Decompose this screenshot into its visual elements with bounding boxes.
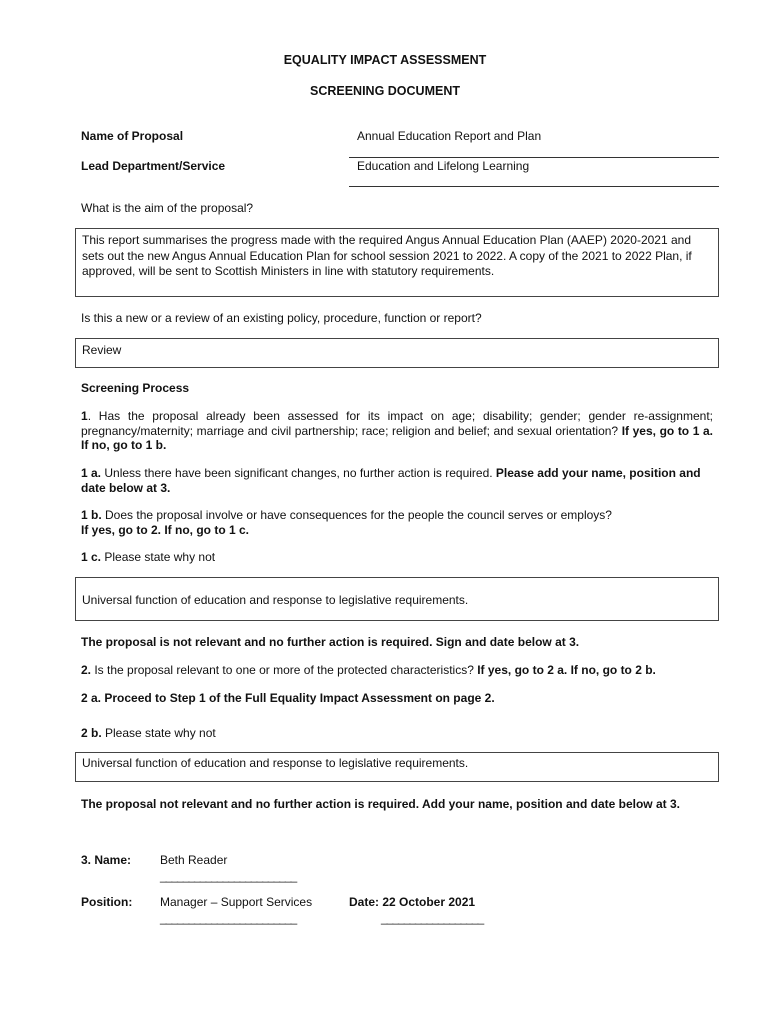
document-subtitle: SCREENING DOCUMENT — [309, 84, 460, 98]
name-underline: ________________________ — [160, 869, 297, 883]
proposal-label: Name of Proposal — [81, 129, 184, 143]
q2-text: Is the proposal relevant to one or more of the protected characteristics? — [91, 663, 478, 677]
question-2a: 2 a. Proceed to Step 1 of the Full Equality Impact Assessment on page 2. — [81, 691, 495, 705]
position-underline: ________________________ — [160, 911, 297, 925]
q1b-instruction: If yes, go to 2. If no, go to 1 c. — [81, 522, 250, 537]
q1-instruction: If yes, go to 1 a. If no, go to 1 b. — [81, 423, 713, 452]
not-relevant-statement-1 — [81, 635, 713, 650]
not-relevant-statement-2 — [81, 797, 713, 812]
document-title: EQUALITY IMPACT ASSESSMENT — [283, 53, 487, 67]
proposal-value: Annual Education Report and Plan — [357, 129, 542, 143]
q1b-text: Does the proposal involve or have consequences for the people the council serves or employs? — [101, 508, 612, 522]
department-value: Education and Lifelong Learning — [357, 159, 530, 173]
q1a-number: 1 a. — [81, 466, 102, 480]
aim-answer: This report summarises the progress made with the required Angus Annual Education Plan (AAEP) 2020-2021 and sets out the new Angus Annual Education Plan for school session 2021 to 2022. A copy of the 2021 to 2022 Plan, if approved, will be sent to Scottish Ministers in line with statutory requirements. — [82, 233, 692, 278]
screening-heading: Screening Process — [81, 381, 190, 395]
question-1a — [81, 466, 713, 495]
q1-number: 1 — [81, 409, 88, 423]
question-1 — [81, 409, 713, 453]
not-relevant-1-bold: The proposal is not relevant and no further action is required — [81, 635, 430, 649]
q1c-number: 1 c. — [81, 550, 102, 564]
q2-instruction: If yes, go to 2 a. If no, go to 2 b. — [477, 663, 656, 677]
question-1b — [81, 508, 713, 537]
q1c-text: Please state why not — [101, 550, 216, 564]
type-question: Is this a new or a review of an existing policy, procedure, function or report? — [81, 311, 482, 325]
type-answer: Review — [82, 343, 122, 357]
name-label: 3. Name: — [81, 853, 132, 867]
position-label: Position: — [81, 895, 133, 909]
name-value: Beth Reader — [160, 853, 228, 867]
aim-question: What is the aim of the proposal? — [81, 201, 254, 215]
q1-text: . Has the proposal already been assessed for its impact on age; disability; gender; gender re-assignment; pregnancy/maternity; marriage and civil partnership; race; religion and belief; and sexual orientation? — [81, 409, 713, 438]
question-2 — [81, 663, 713, 678]
q2b-number: 2 b. — [81, 726, 102, 740]
question-2b — [81, 726, 713, 741]
position-value: Manager – Support Services — [160, 895, 313, 909]
not-relevant-1-rest: . Sign and date below at 3. — [429, 635, 580, 649]
q1a-instruction: Please add your name, position and date below at 3. — [81, 466, 701, 495]
q2b-text: Please state why not — [101, 726, 216, 740]
department-label: Lead Department/Service — [81, 159, 226, 173]
proposal-underline — [349, 157, 719, 158]
question-1c — [81, 550, 713, 565]
not-relevant-2-rest: . Add your name, position and date below at 3. — [415, 797, 680, 811]
q2b-answer-box — [75, 752, 719, 782]
aim-answer-box — [75, 228, 719, 297]
q2b-answer: Universal function of education and response to legislative requirements. — [82, 756, 469, 770]
date-underline: __________________ — [381, 911, 484, 925]
q1a-text: Unless there have been significant changes, no further action is required. — [101, 466, 496, 480]
q1c-answer: Universal function of education and response to legislative requirements. — [82, 593, 469, 607]
q1c-answer-box — [75, 577, 719, 621]
department-underline — [349, 186, 719, 187]
type-answer-box — [75, 338, 719, 368]
q2-number: 2. — [81, 663, 92, 677]
not-relevant-2-bold: The proposal not relevant and no further action is required — [81, 797, 416, 811]
date-label: Date: 22 October 2021 — [349, 895, 476, 909]
q1b-number: 1 b. — [81, 508, 102, 522]
